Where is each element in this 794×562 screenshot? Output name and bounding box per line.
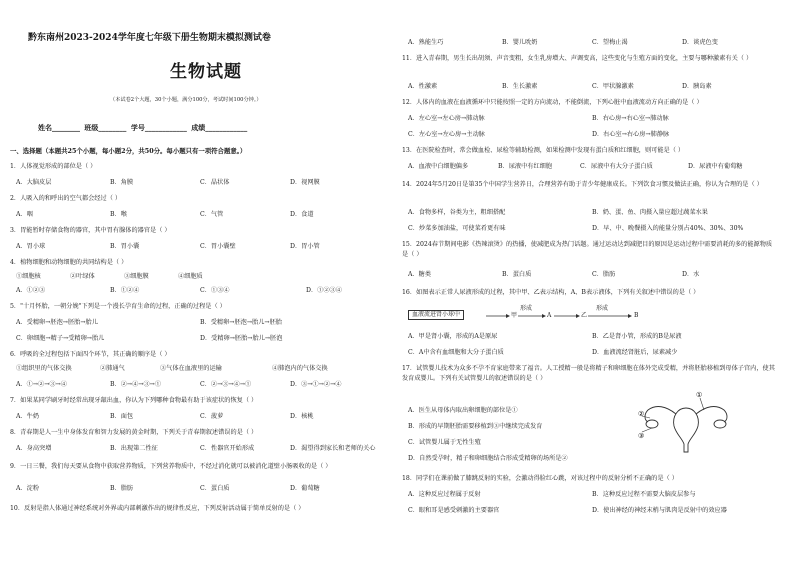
q4-item-3: ③细胞膜 (124, 273, 149, 280)
exam-note: （本试卷2个大题，30个小题，满分100分，考试时间100分钟。） (110, 97, 262, 103)
question-3: 3．胃能暂时存储食物的器官，其中胃有腺体的器官是（ ） (10, 227, 171, 234)
question-8: 8．青春期是人一生中身体发育和智力发展的黄金时期，下列关于青春期叙述错误的是（ ） (10, 429, 258, 436)
right-ovary (714, 420, 726, 428)
figure-label-3: ③ (638, 432, 645, 440)
q9-option-a: A．淀粉 (16, 485, 40, 492)
q7-option-b: B．面包 (110, 413, 134, 420)
q4-option-d: D．①②③④ (306, 287, 342, 294)
left-ovary (646, 420, 658, 428)
q4-item-1: ①细胞核 (16, 273, 41, 280)
q2-option-d: D．食道 (290, 211, 314, 218)
q14-option-a: A．食物多样，谷类为主，粗细搭配 (408, 209, 506, 216)
arrow-4-head (628, 314, 632, 318)
q2-option-c: C．气管 (200, 211, 224, 218)
flow-form-2: 形成 (596, 305, 609, 312)
q6-option-d: D．③→①→②→④ (290, 381, 342, 388)
q18-option-b: B．这种反应过程不需要大脑皮层参与 (592, 491, 696, 498)
q11-option-c: C．甲状腺激素 (592, 83, 634, 90)
q7-option-d: D．核桃 (290, 413, 314, 420)
q17-option-a: A．医生从母体内取出卵细胞的部位是① (408, 407, 518, 414)
student-info-line: 姓名________ 班级________ 学号____________ 成绩____________ (38, 123, 248, 132)
question-18: 18．同学们在课前做了膝跳反射的实验，会激动得脸红心跳，对该过程中的反射分析不正确的是（ ） (402, 475, 678, 482)
question-17: 17．试管婴儿技术为众多不孕不育家庭带来了福音。人工授精一般是将精子和卵细胞在体外完成受精，并将胚胎移植到母体子宫内，使其发育成婴儿。下列有关试管婴儿的叙述错误的是（ ） (402, 365, 775, 382)
flow-b: B (634, 312, 639, 319)
q17-option-b: B．形成的早期胚胎需要移植到③中继续完成发育 (408, 423, 543, 430)
q1-option-a: A．大脑皮层 (16, 179, 52, 186)
question-15: 15．2024春节期间电影《热辣滚烫》的热播，使减肥成为热门话题。通过运动达到减肥目的原因是运动过程中需要消耗的多的能源物质是（ ） (402, 241, 773, 258)
q10-option-c: C．望梅止渴 (592, 39, 628, 46)
q15-option-b: B．蛋白质 (502, 271, 532, 278)
q5-option-b: B．受精卵→胚泡→胎儿→胚胎 (200, 319, 282, 326)
q6-item-2: ②肺通气 (100, 365, 125, 372)
q16-option-c: C．A中含有血细胞和大分子蛋白质 (408, 349, 504, 356)
flow-form-1: 形成 (520, 305, 533, 312)
question-7: 7．如果某同学刷牙时经常出现牙龈出血，你认为下列哪种食物最有助于该症状的恢复（ ） (10, 397, 258, 404)
q6-option-a: A．①→②→③→④ (16, 381, 67, 388)
q12-option-b: B．右心房→右心室→肺动脉 (592, 115, 669, 122)
question-4: 4．植物细胞和动物细胞的共同结构是（ ） (10, 259, 128, 266)
q7-option-a: A．牛奶 (16, 413, 40, 420)
q6-option-c: C．②→③→④→① (200, 381, 252, 388)
female-reproductive-figure (638, 388, 734, 454)
q16-option-b: B．乙是肾小管，形成的B是尿液 (592, 333, 682, 340)
question-16: 16．如图表示正常人尿液形成的过程，其中甲、乙表示结构，A、B表示液体，下列有关叙述中错误的是（ ） (402, 289, 700, 296)
question-9: 9．一日三餐，我们每天要从食物中获取营养物质，下列营养物质中，不经过消化就可以被消化道壁小肠吸收的是（ ） (10, 463, 332, 470)
q12-option-d: D．右心室→右心房→肺静脉 (592, 131, 670, 138)
right-oviduct (696, 407, 727, 422)
q4-item-2: ②叶绿体 (70, 273, 95, 280)
q15-option-c: C．脂肪 (592, 271, 616, 278)
urine-formation-diagram (408, 305, 668, 322)
flow-jia: 甲 (511, 312, 518, 319)
q13-option-c: C．尿液中有大分子蛋白质 (580, 163, 653, 170)
q18-option-d: D．使出神经的神经末梢与肌肉是反射中的效应器 (592, 507, 727, 514)
question-2: 2．人吸入的和呼出的空气都会经过（ ） (10, 195, 122, 202)
q16-option-d: D．血液流经肾脏后，尿素减少 (592, 349, 678, 356)
q4-option-c: C．①③④ (200, 287, 230, 294)
question-12: 12．人体内的血液在血液循环中只能按照一定的方向流动，不能倒流，下列心脏中血液流动方向正确的是（ ） (402, 99, 703, 106)
q9-option-d: D．葡萄糖 (290, 485, 320, 492)
q11-option-d: D．胰岛素 (682, 83, 712, 90)
q8-option-c: C．性器官开始形成 (200, 445, 255, 452)
q6-item-1: ①组织里的气体交换 (16, 365, 72, 372)
q10-option-d: D．谈虎色变 (682, 39, 718, 46)
q15-option-d: D．水 (682, 271, 700, 278)
q1-option-d: D．视网膜 (290, 179, 320, 186)
q8-option-d: D．渴望得到家长和老师的关心 (290, 445, 376, 452)
q15-option-a: A．糖类 (408, 271, 432, 278)
question-11: 11．进入青春期，男生长出胡须、声音变粗，女生乳房增大、声调变高，这些变化与生殖方面的变化，主要与哪种激素有关（ ） (402, 55, 753, 62)
q8-option-b: B．出现第二性征 (110, 445, 158, 452)
q11-option-b: B．生长激素 (502, 83, 538, 90)
subject-title: 生物试题 (170, 62, 242, 82)
q3-option-a: A．胃小球 (16, 243, 46, 250)
q7-option-c: C．菠萝 (200, 413, 224, 420)
q3-option-d: D．胃小管 (290, 243, 320, 250)
q11-option-a: A．性激素 (408, 83, 438, 90)
q12-option-a: A．左心室→左心房→肺动脉 (408, 115, 485, 122)
q16-option-a: A．甲是肾小囊，形成的A是原尿 (408, 333, 498, 340)
section-1-heading: 一、选择题（本题共25个小题，每小题2分，共50分。每小题只有一项符合题意。） (10, 147, 247, 155)
exam-title: 黔东南州2023-2024学年度七年级下册生物期末模拟测试卷 (28, 33, 271, 43)
q12-option-c: C．左心室→左心房→主动脉 (408, 131, 485, 138)
q13-option-d: D．尿液中有葡萄糖 (688, 163, 743, 170)
q2-option-b: B．喉 (110, 211, 127, 218)
question-13: 13．在医院检查时，常会做血检、尿检等辅助检测，如果检测中发现有蛋白质和红细胞，则可能是（ ） (402, 147, 685, 154)
q4-item-4: ④细胞质 (178, 273, 203, 280)
q13-option-b: B．尿液中有红细胞 (498, 163, 553, 170)
q13-option-a: A．血液中白细胞偏多 (408, 163, 469, 170)
left-oviduct (645, 407, 676, 422)
q1-option-c: C．晶状体 (200, 179, 230, 186)
question-1: 1．人体视觉形成的部位是（ ） (10, 163, 97, 170)
q6-item-4: ④肺泡内的气体交换 (272, 365, 328, 372)
q5-option-a: A．受精卵→胚泡→胚胎→胎儿 (16, 319, 98, 326)
arrow-3-head (576, 314, 580, 318)
q6-option-b: B．②→④→③→① (110, 381, 162, 388)
flow-yi: 乙 (581, 312, 588, 319)
q4-option-b: B．①②④ (110, 287, 140, 294)
q4-option-a: A．①②③ (16, 287, 46, 294)
right-column (402, 0, 780, 562)
q3-option-b: B．胃小囊 (110, 243, 140, 250)
q5-option-c: C．卵细胞→精子→受精卵→胎儿 (16, 335, 105, 342)
q14-option-c: C．炒菜多加油盐，可使菜肴更有味 (408, 225, 506, 232)
flow-start-box: 血液流进肾小球中 (408, 310, 464, 320)
q18-option-c: C．眼和耳是感受刺激的主要器官 (408, 507, 500, 514)
q10-option-a: A．熟能生巧 (408, 39, 444, 46)
question-14: 14．2024年5月20日是第35个中国学生营养日，合理营养有助于青少年健康成长。下列饮食习惯及做法正确，你认为合理的是（ ） (402, 181, 763, 188)
q18-option-a: A．这种反应过程属于反射 (408, 491, 481, 498)
q9-option-c: C．蛋白质 (200, 485, 230, 492)
q8-option-a: A．身高突增 (16, 445, 52, 452)
question-5: 5．"十月怀胎，一朝分娩"下列是一个漫长孕育生命的过程，正确的过程是（ ） (10, 303, 226, 310)
figure-label-2: ② (638, 410, 645, 418)
left-column (10, 0, 388, 562)
question-10: 10．反射是指人体通过神经系统对外界或内部刺激作出的规律性反应，下列反射活动属于简单反射的是（ ） (10, 505, 305, 512)
q2-option-a: A．咽 (16, 211, 33, 218)
arrow-2-head (542, 314, 546, 318)
q9-option-b: B．脂肪 (110, 485, 134, 492)
leader-1 (700, 398, 704, 410)
q6-item-3: ③气体在血液里的运输 (160, 365, 222, 372)
q3-option-c: C．胃小囊壁 (200, 243, 236, 250)
q14-option-b: B．奶、蛋、鱼、肉摄入量应超过蔬菜水果 (592, 209, 708, 216)
flow-a: A (547, 312, 552, 319)
q5-option-d: D．受精卵→胚胎→胎儿→胚泡 (200, 335, 283, 342)
uterus-shape (674, 408, 699, 452)
q1-option-b: B．角膜 (110, 179, 134, 186)
q17-option-c: C．试管婴儿属于无性生殖 (408, 439, 481, 446)
arrow-1-head (506, 314, 510, 318)
q17-option-d: D．自然受孕时，精子和卵细胞结合形成受精卵的场所是② (408, 455, 568, 462)
q14-option-d: D．早、中、晚餐摄入的能量分别占40%、30%、30% (592, 225, 744, 232)
figure-label-1: ① (696, 391, 703, 399)
question-6: 6．呼吸的全过程包括下面四个环节，其正确的顺序是（ ） (10, 351, 171, 358)
q10-option-b: B．婴儿吮奶 (502, 39, 538, 46)
